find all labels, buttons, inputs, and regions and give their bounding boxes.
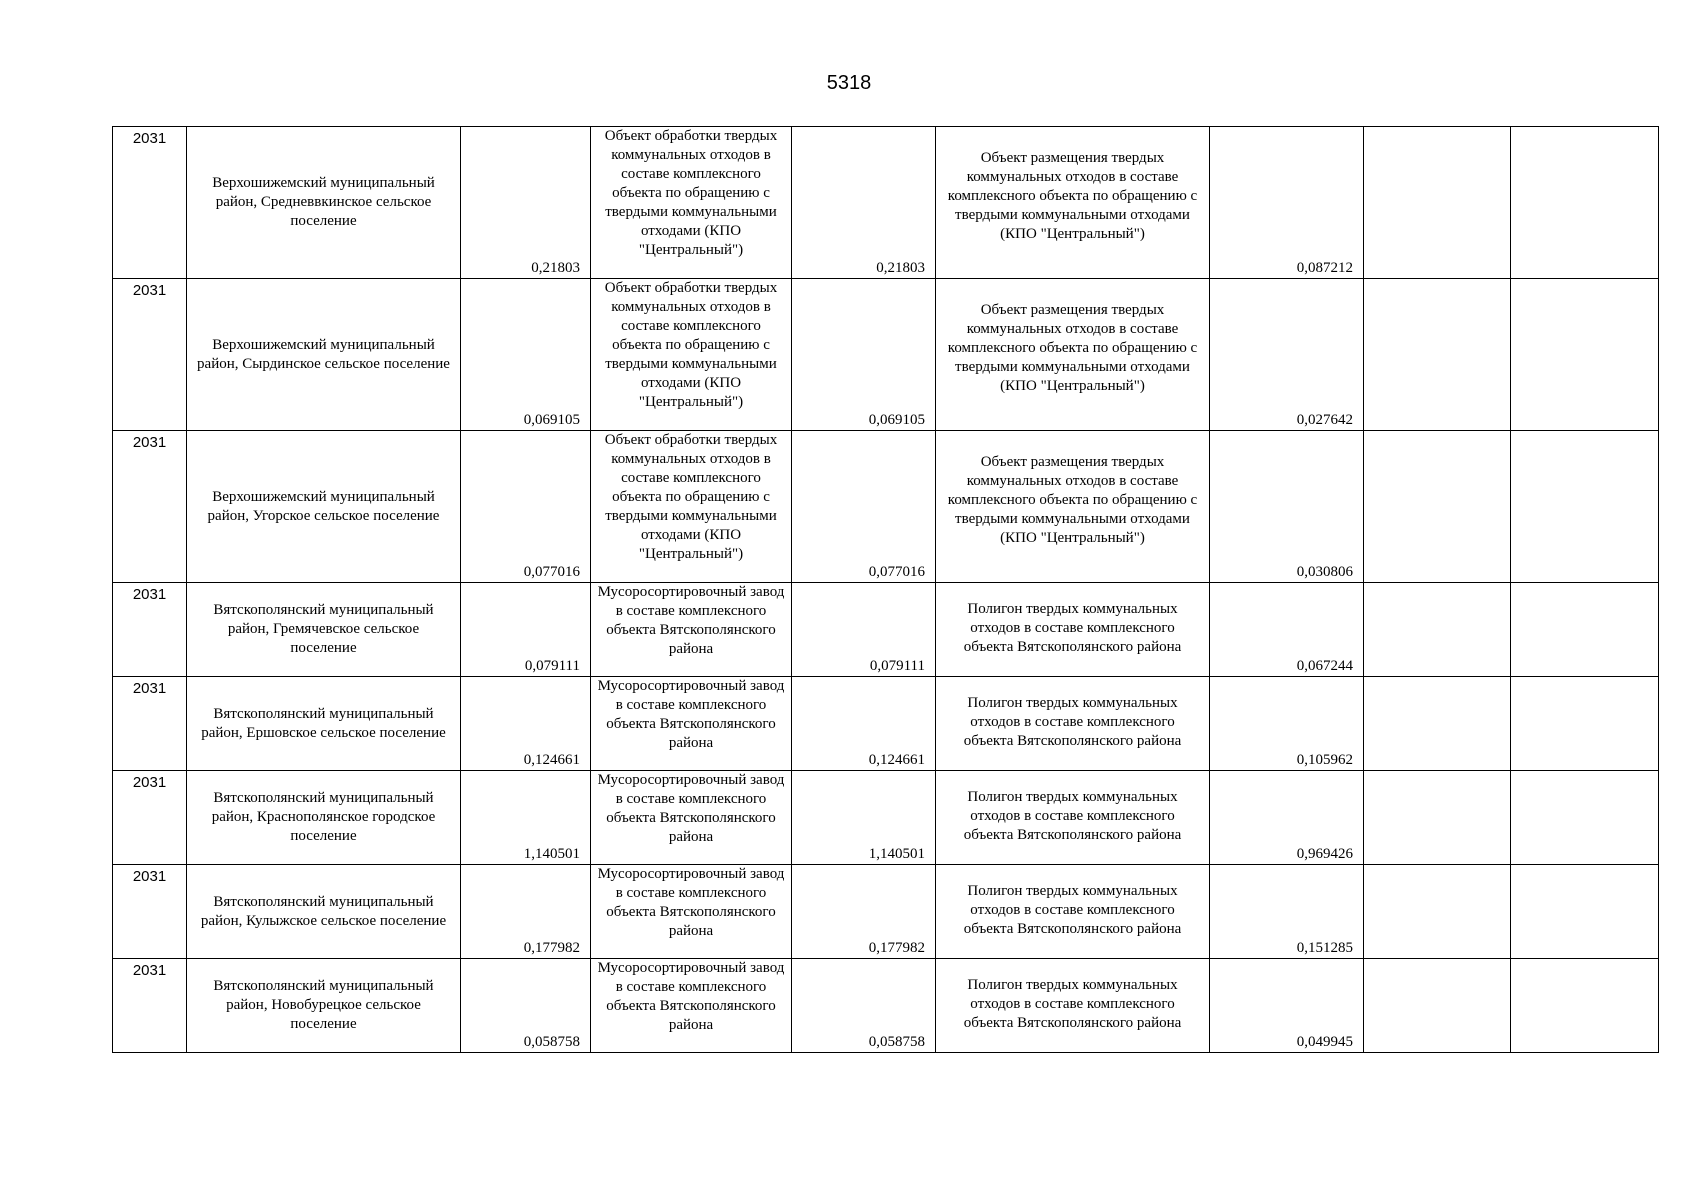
processing-object-cell: Мусоросортировочный завод в составе комплексного объекта Вятскополянского района xyxy=(597,678,785,751)
page-number: 5318 xyxy=(826,72,872,94)
table-row xyxy=(113,279,1659,431)
value-3-cell: 0,067244 xyxy=(1296,658,1353,674)
value-1-cell: 0,069105 xyxy=(523,412,580,428)
value-3-cell: 0,030806 xyxy=(1296,564,1353,580)
year-cell: 2031 xyxy=(132,434,167,451)
year-cell: 2031 xyxy=(132,130,167,147)
value-3-cell: 0,151285 xyxy=(1296,940,1353,956)
year-cell: 2031 xyxy=(132,586,167,603)
value-2-cell: 0,124661 xyxy=(868,752,925,768)
processing-object-cell: Объект обработки твердых коммунальных отходов в составе комплексного объекта по обращению с твердыми коммунальными отходами (КПО "Центральный") xyxy=(604,280,778,410)
territory-cell: Вятскополянский муниципальный район, Гремячевское сельское поселение xyxy=(213,602,434,656)
year-cell: 2031 xyxy=(132,774,167,791)
placement-object-cell: Объект размещения твердых коммунальных отходов в составе комплексного объекта по обращению с твердыми коммунальными отходами (КПО "Центральный") xyxy=(947,454,1198,546)
value-1-cell: 0,21803 xyxy=(531,260,580,276)
value-3-cell: 0,969426 xyxy=(1296,846,1353,862)
value-3-cell: 0,087212 xyxy=(1296,260,1353,276)
table-row xyxy=(113,959,1659,1053)
territory-cell: Верхошижемский муниципальный район, Угорское сельское поселение xyxy=(207,488,440,524)
placement-object-cell: Полигон твердых коммунальных отходов в составе комплексного объекта Вятскополянского района xyxy=(963,977,1182,1031)
table-row xyxy=(113,865,1659,959)
value-2-cell: 0,079111 xyxy=(869,658,925,674)
value-3-cell: 0,027642 xyxy=(1296,412,1353,428)
table-row xyxy=(113,771,1659,865)
year-cell: 2031 xyxy=(132,680,167,697)
processing-object-cell: Объект обработки твердых коммунальных отходов в составе комплексного объекта по обращению с твердыми коммунальными отходами (КПО "Центральный") xyxy=(604,432,778,562)
processing-object-cell: Мусоросортировочный завод в составе комплексного объекта Вятскополянского района xyxy=(597,866,785,939)
value-2-cell: 0,058758 xyxy=(868,1034,925,1050)
value-2-cell: 0,21803 xyxy=(876,260,925,276)
waste-flow-table xyxy=(112,126,1659,1053)
territory-cell: Верхошижемский муниципальный район, Средневвкинское сельское поселение xyxy=(212,175,435,229)
placement-object-cell: Полигон твердых коммунальных отходов в составе комплексного объекта Вятскополянского района xyxy=(963,695,1182,749)
value-3-cell: 0,049945 xyxy=(1296,1034,1353,1050)
value-2-cell: 0,069105 xyxy=(868,412,925,428)
value-3-cell: 0,105962 xyxy=(1296,752,1353,768)
territory-cell: Вятскополянский муниципальный район, Краснополянское городское поселение xyxy=(211,790,436,844)
value-1-cell: 1,140501 xyxy=(523,846,580,862)
value-1-cell: 0,079111 xyxy=(524,658,580,674)
territory-cell: Вятскополянский муниципальный район, Ершовское сельское поселение xyxy=(201,705,446,741)
territory-cell: Вятскополянский муниципальный район, Новобурецкое сельское поселение xyxy=(213,978,434,1032)
territory-cell: Вятскополянский муниципальный район, Кулыжское сельское поселение xyxy=(200,893,447,929)
value-1-cell: 0,124661 xyxy=(523,752,580,768)
table-row xyxy=(113,583,1659,677)
table-row xyxy=(113,431,1659,583)
processing-object-cell: Мусоросортировочный завод в составе комплексного объекта Вятскополянского района xyxy=(597,960,785,1033)
placement-object-cell: Объект размещения твердых коммунальных отходов в составе комплексного объекта по обращению с твердыми коммунальными отходами (КПО "Центральный") xyxy=(947,302,1198,394)
value-1-cell: 0,058758 xyxy=(523,1034,580,1050)
table-row xyxy=(113,127,1659,279)
processing-object-cell: Объект обработки твердых коммунальных отходов в составе комплексного объекта по обращению с твердыми коммунальными отходами (КПО "Центральный") xyxy=(604,128,778,258)
value-2-cell: 1,140501 xyxy=(868,846,925,862)
placement-object-cell: Полигон твердых коммунальных отходов в составе комплексного объекта Вятскополянского района xyxy=(963,601,1182,655)
year-cell: 2031 xyxy=(132,868,167,885)
processing-object-cell: Мусоросортировочный завод в составе комплексного объекта Вятскополянского района xyxy=(597,772,785,845)
placement-object-cell: Полигон твердых коммунальных отходов в составе комплексного объекта Вятскополянского района xyxy=(963,883,1182,937)
value-2-cell: 0,177982 xyxy=(868,940,925,956)
processing-object-cell: Мусоросортировочный завод в составе комплексного объекта Вятскополянского района xyxy=(597,584,785,657)
year-cell: 2031 xyxy=(132,282,167,299)
territory-cell: Верхошижемский муниципальный район, Сырдинское сельское поселение xyxy=(197,336,450,372)
value-1-cell: 0,077016 xyxy=(523,564,580,580)
year-cell: 2031 xyxy=(132,962,167,979)
placement-object-cell: Объект размещения твердых коммунальных отходов в составе комплексного объекта по обращению с твердыми коммунальными отходами (КПО "Центральный") xyxy=(947,150,1198,242)
value-2-cell: 0,077016 xyxy=(868,564,925,580)
placement-object-cell: Полигон твердых коммунальных отходов в составе комплексного объекта Вятскополянского района xyxy=(963,789,1182,843)
table-row xyxy=(113,677,1659,771)
value-1-cell: 0,177982 xyxy=(523,940,580,956)
